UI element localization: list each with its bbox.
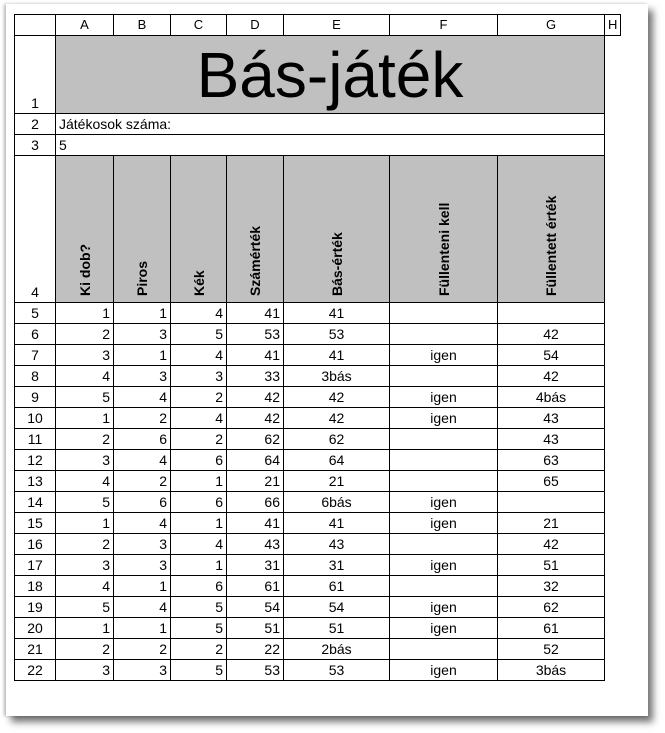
table-row: [15, 639, 621, 660]
row-header[interactable]: 22: [15, 660, 56, 681]
row-header[interactable]: 6: [15, 324, 56, 345]
cell-ki-dob[interactable]: 1: [56, 618, 114, 639]
cell-kek[interactable]: 2: [171, 387, 227, 408]
header-label: Ki dob?: [76, 243, 93, 296]
cell-fullentett-ertek[interactable]: 21: [498, 513, 605, 534]
cell-fullenteni-kell[interactable]: igen: [390, 345, 498, 366]
cell-kek[interactable]: 2: [171, 639, 227, 660]
header-label: Bás-érték: [328, 232, 345, 296]
cell-bas-ertek[interactable]: 51: [284, 618, 390, 639]
cell-h3[interactable]: [605, 135, 621, 156]
cell-piros[interactable]: 4: [114, 513, 171, 534]
cell-ki-dob[interactable]: 2: [56, 534, 114, 555]
header-label: Piros: [134, 260, 150, 296]
cell-kek[interactable]: 5: [171, 660, 227, 681]
cell-szamertek[interactable]: 62: [227, 429, 284, 450]
cell-fullentett-ertek[interactable]: 42: [498, 534, 605, 555]
cell-fullentett-ertek[interactable]: 63: [498, 450, 605, 471]
cell-bas-ertek[interactable]: 53: [284, 660, 390, 681]
table-row: [15, 597, 621, 618]
cell-fullenteni-kell[interactable]: igen: [390, 387, 498, 408]
cell-h[interactable]: [605, 303, 621, 324]
table-row: [15, 576, 621, 597]
cell-fullenteni-kell[interactable]: igen: [390, 597, 498, 618]
table-row: [15, 513, 621, 534]
cell-fullenteni-kell[interactable]: igen: [390, 513, 498, 534]
row-header[interactable]: 13: [15, 471, 56, 492]
cell-kek[interactable]: 4: [171, 534, 227, 555]
cell-fullentett-ertek[interactable]: 52: [498, 639, 605, 660]
cell-szamertek[interactable]: 41: [227, 345, 284, 366]
cell-szamertek[interactable]: 53: [227, 324, 284, 345]
cell-fullenteni-kell[interactable]: [390, 576, 498, 597]
cell-szamertek[interactable]: 64: [227, 450, 284, 471]
table-row: [15, 366, 621, 387]
cell-fullenteni-kell[interactable]: [390, 534, 498, 555]
header-label: Számérték: [247, 225, 263, 296]
cell-szamertek[interactable]: 42: [227, 408, 284, 429]
cell-fullenteni-kell[interactable]: igen: [390, 492, 498, 513]
cell-h[interactable]: [605, 639, 621, 660]
cell-h[interactable]: [605, 534, 621, 555]
cell-h[interactable]: [605, 429, 621, 450]
table-row: [15, 387, 621, 408]
cell-ki-dob[interactable]: 4: [56, 576, 114, 597]
cell-piros[interactable]: 3: [114, 534, 171, 555]
cell-kek[interactable]: 6: [171, 450, 227, 471]
cell-fullentett-ertek[interactable]: 42: [498, 324, 605, 345]
row-header[interactable]: 15: [15, 513, 56, 534]
table-row: [15, 429, 621, 450]
cell-piros[interactable]: 4: [114, 387, 171, 408]
header-cell-piros[interactable]: [114, 156, 171, 303]
cell-kek[interactable]: 5: [171, 618, 227, 639]
cell-ki-dob[interactable]: 2: [56, 324, 114, 345]
column-header-g[interactable]: G: [498, 15, 605, 36]
cell-fullenteni-kell[interactable]: igen: [390, 555, 498, 576]
cell-h[interactable]: [605, 366, 621, 387]
cell-bas-ertek[interactable]: 64: [284, 450, 390, 471]
cell-fullentett-ertek[interactable]: 32: [498, 576, 605, 597]
cell-fullenteni-kell[interactable]: [390, 429, 498, 450]
players-value-row: [15, 135, 621, 156]
cell-h[interactable]: [605, 555, 621, 576]
row-header[interactable]: 8: [15, 366, 56, 387]
title-row: [15, 36, 621, 114]
cell-szamertek[interactable]: 61: [227, 576, 284, 597]
cell-ki-dob[interactable]: 3: [56, 660, 114, 681]
cell-szamertek[interactable]: 21: [227, 471, 284, 492]
row-header[interactable]: 9: [15, 387, 56, 408]
cell-piros[interactable]: 2: [114, 471, 171, 492]
header-cell-bas-ertek[interactable]: [284, 156, 390, 303]
cell-fullenteni-kell[interactable]: [390, 471, 498, 492]
cell-szamertek[interactable]: 33: [227, 366, 284, 387]
column-header-e[interactable]: E: [284, 15, 390, 36]
cell-piros[interactable]: 3: [114, 660, 171, 681]
cell-h[interactable]: [605, 576, 621, 597]
cell-h4[interactable]: [605, 156, 621, 303]
cell-bas-ertek[interactable]: 54: [284, 597, 390, 618]
cell-fullentett-ertek[interactable]: 54: [498, 345, 605, 366]
cell-kek[interactable]: 4: [171, 303, 227, 324]
table-row: [15, 660, 621, 681]
row-header-4[interactable]: 4: [15, 156, 56, 303]
cell-kek[interactable]: 5: [171, 324, 227, 345]
header-label: Füllentett érték: [543, 195, 559, 296]
cell-bas-ertek[interactable]: 42: [284, 408, 390, 429]
cell-fullentett-ertek[interactable]: 62: [498, 597, 605, 618]
cell-piros[interactable]: 6: [114, 429, 171, 450]
spreadsheet-grid: [14, 14, 621, 681]
cell-piros[interactable]: 4: [114, 597, 171, 618]
cell-ki-dob[interactable]: 4: [56, 471, 114, 492]
cell-fullenteni-kell[interactable]: [390, 366, 498, 387]
cell-szamertek[interactable]: 22: [227, 639, 284, 660]
cell-fullentett-ertek[interactable]: 61: [498, 618, 605, 639]
cell-h[interactable]: [605, 450, 621, 471]
row-header[interactable]: 12: [15, 450, 56, 471]
cell-fullentett-ertek[interactable]: 4bás: [498, 387, 605, 408]
cell-ki-dob[interactable]: 5: [56, 387, 114, 408]
row-header[interactable]: 10: [15, 408, 56, 429]
column-header-c[interactable]: C: [171, 15, 227, 36]
cell-fullentett-ertek[interactable]: [498, 303, 605, 324]
table-row: [15, 345, 621, 366]
column-header-f[interactable]: F: [390, 15, 498, 36]
table-row: [15, 618, 621, 639]
cell-kek[interactable]: 1: [171, 555, 227, 576]
row-header[interactable]: 18: [15, 576, 56, 597]
row-header[interactable]: 21: [15, 639, 56, 660]
cell-fullentett-ertek[interactable]: 65: [498, 471, 605, 492]
cell-piros[interactable]: 1: [114, 576, 171, 597]
cell-szamertek[interactable]: 31: [227, 555, 284, 576]
row-header-2[interactable]: 2: [15, 114, 56, 135]
header-cell-fullenteni-kell[interactable]: [390, 156, 498, 303]
select-all-corner[interactable]: [15, 15, 56, 36]
table-row: [15, 471, 621, 492]
cell-piros[interactable]: 3: [114, 366, 171, 387]
cell-h[interactable]: [605, 513, 621, 534]
cell-h[interactable]: [605, 660, 621, 681]
cell-piros[interactable]: 3: [114, 324, 171, 345]
row-header[interactable]: 5: [15, 303, 56, 324]
cell-piros[interactable]: 1: [114, 303, 171, 324]
row-header[interactable]: 7: [15, 345, 56, 366]
cell-fullentett-ertek[interactable]: 51: [498, 555, 605, 576]
table-row: [15, 324, 621, 345]
cell-fullenteni-kell[interactable]: igen: [390, 660, 498, 681]
table-row: [15, 534, 621, 555]
cell-ki-dob[interactable]: 1: [56, 408, 114, 429]
header-label: Kék: [190, 270, 207, 296]
cell-bas-ertek[interactable]: 61: [284, 576, 390, 597]
cell-kek[interactable]: 1: [171, 513, 227, 534]
cell-piros[interactable]: 6: [114, 492, 171, 513]
cell-szamertek[interactable]: 43: [227, 534, 284, 555]
cell-szamertek[interactable]: 66: [227, 492, 284, 513]
cell-h[interactable]: [605, 471, 621, 492]
cell-bas-ertek[interactable]: 41: [284, 345, 390, 366]
row-header[interactable]: 16: [15, 534, 56, 555]
cell-h[interactable]: [605, 492, 621, 513]
cell-h[interactable]: [605, 345, 621, 366]
row-header-1[interactable]: 1: [15, 36, 56, 114]
table-row: [15, 555, 621, 576]
cell-bas-ertek[interactable]: 41: [284, 303, 390, 324]
cell-h[interactable]: [605, 387, 621, 408]
players-label-row: [15, 114, 621, 135]
players-label-cell[interactable]: Játékosok száma:: [56, 114, 605, 135]
cell-bas-ertek[interactable]: 21: [284, 471, 390, 492]
cell-bas-ertek[interactable]: 53: [284, 324, 390, 345]
cell-piros[interactable]: 4: [114, 450, 171, 471]
cell-h[interactable]: [605, 408, 621, 429]
cell-h[interactable]: [605, 597, 621, 618]
cell-piros[interactable]: 1: [114, 345, 171, 366]
column-header-d[interactable]: D: [227, 15, 284, 36]
cell-bas-ertek[interactable]: 2bás: [284, 639, 390, 660]
cell-fullenteni-kell[interactable]: [390, 450, 498, 471]
table-row: [15, 450, 621, 471]
cell-kek[interactable]: 4: [171, 345, 227, 366]
header-row: [15, 156, 621, 303]
cell-bas-ertek[interactable]: 43: [284, 534, 390, 555]
header-cell-ki-dob[interactable]: [56, 156, 114, 303]
cell-kek[interactable]: 2: [171, 429, 227, 450]
cell-ki-dob[interactable]: 4: [56, 366, 114, 387]
cell-bas-ertek[interactable]: 41: [284, 513, 390, 534]
cell-szamertek[interactable]: 53: [227, 660, 284, 681]
title-cell[interactable]: Bás-játék: [56, 36, 605, 114]
table-row: [15, 408, 621, 429]
cell-ki-dob[interactable]: 2: [56, 639, 114, 660]
cell-fullentett-ertek[interactable]: 3bás: [498, 660, 605, 681]
cell-szamertek[interactable]: 41: [227, 303, 284, 324]
column-header-row: [15, 15, 621, 36]
cell-ki-dob[interactable]: 1: [56, 513, 114, 534]
cell-bas-ertek[interactable]: 31: [284, 555, 390, 576]
cell-szamertek[interactable]: 54: [227, 597, 284, 618]
cell-bas-ertek[interactable]: 3bás: [284, 366, 390, 387]
table-row: [15, 303, 621, 324]
cell-kek[interactable]: 4: [171, 408, 227, 429]
cell-fullenteni-kell[interactable]: igen: [390, 408, 498, 429]
cell-kek[interactable]: 3: [171, 366, 227, 387]
cell-fullentett-ertek[interactable]: 43: [498, 429, 605, 450]
column-header-a[interactable]: A: [56, 15, 114, 36]
cell-fullentett-ertek[interactable]: [498, 492, 605, 513]
cell-h2[interactable]: [605, 114, 621, 135]
cell-kek[interactable]: 6: [171, 492, 227, 513]
cell-fullenteni-kell[interactable]: igen: [390, 618, 498, 639]
header-cell-szamertek[interactable]: [227, 156, 284, 303]
row-header-3[interactable]: 3: [15, 135, 56, 156]
header-cell-fullentett-ertek[interactable]: [498, 156, 605, 303]
cell-bas-ertek[interactable]: 62: [284, 429, 390, 450]
row-header[interactable]: 17: [15, 555, 56, 576]
cell-ki-dob[interactable]: 3: [56, 555, 114, 576]
cell-ki-dob[interactable]: 5: [56, 492, 114, 513]
cell-ki-dob[interactable]: 5: [56, 597, 114, 618]
header-label: Füllenteni kell: [435, 202, 452, 296]
cell-kek[interactable]: 6: [171, 576, 227, 597]
cell-piros[interactable]: 2: [114, 408, 171, 429]
cell-bas-ertek[interactable]: 42: [284, 387, 390, 408]
cell-piros[interactable]: 2: [114, 639, 171, 660]
cell-h[interactable]: [605, 618, 621, 639]
cell-h1[interactable]: [605, 36, 621, 114]
cell-fullenteni-kell[interactable]: [390, 639, 498, 660]
cell-ki-dob[interactable]: 3: [56, 450, 114, 471]
cell-kek[interactable]: 5: [171, 597, 227, 618]
row-header[interactable]: 11: [15, 429, 56, 450]
cell-szamertek[interactable]: 51: [227, 618, 284, 639]
row-header[interactable]: 20: [15, 618, 56, 639]
cell-fullentett-ertek[interactable]: 43: [498, 408, 605, 429]
cell-fullenteni-kell[interactable]: [390, 303, 498, 324]
row-header[interactable]: 14: [15, 492, 56, 513]
spreadsheet-sheet: [6, 4, 648, 716]
cell-ki-dob[interactable]: 2: [56, 429, 114, 450]
cell-kek[interactable]: 1: [171, 471, 227, 492]
column-header-h[interactable]: H: [605, 15, 621, 36]
header-cell-kek[interactable]: [171, 156, 227, 303]
cell-fullentett-ertek[interactable]: 42: [498, 366, 605, 387]
column-header-b[interactable]: B: [114, 15, 171, 36]
cell-bas-ertek[interactable]: 6bás: [284, 492, 390, 513]
cell-fullenteni-kell[interactable]: [390, 324, 498, 345]
players-value-cell[interactable]: 5: [56, 135, 605, 156]
cell-piros[interactable]: 3: [114, 555, 171, 576]
row-header[interactable]: 19: [15, 597, 56, 618]
cell-szamertek[interactable]: 42: [227, 387, 284, 408]
cell-ki-dob[interactable]: 1: [56, 303, 114, 324]
table-row: [15, 492, 621, 513]
cell-szamertek[interactable]: 41: [227, 513, 284, 534]
cell-ki-dob[interactable]: 3: [56, 345, 114, 366]
cell-h[interactable]: [605, 324, 621, 345]
cell-piros[interactable]: 1: [114, 618, 171, 639]
